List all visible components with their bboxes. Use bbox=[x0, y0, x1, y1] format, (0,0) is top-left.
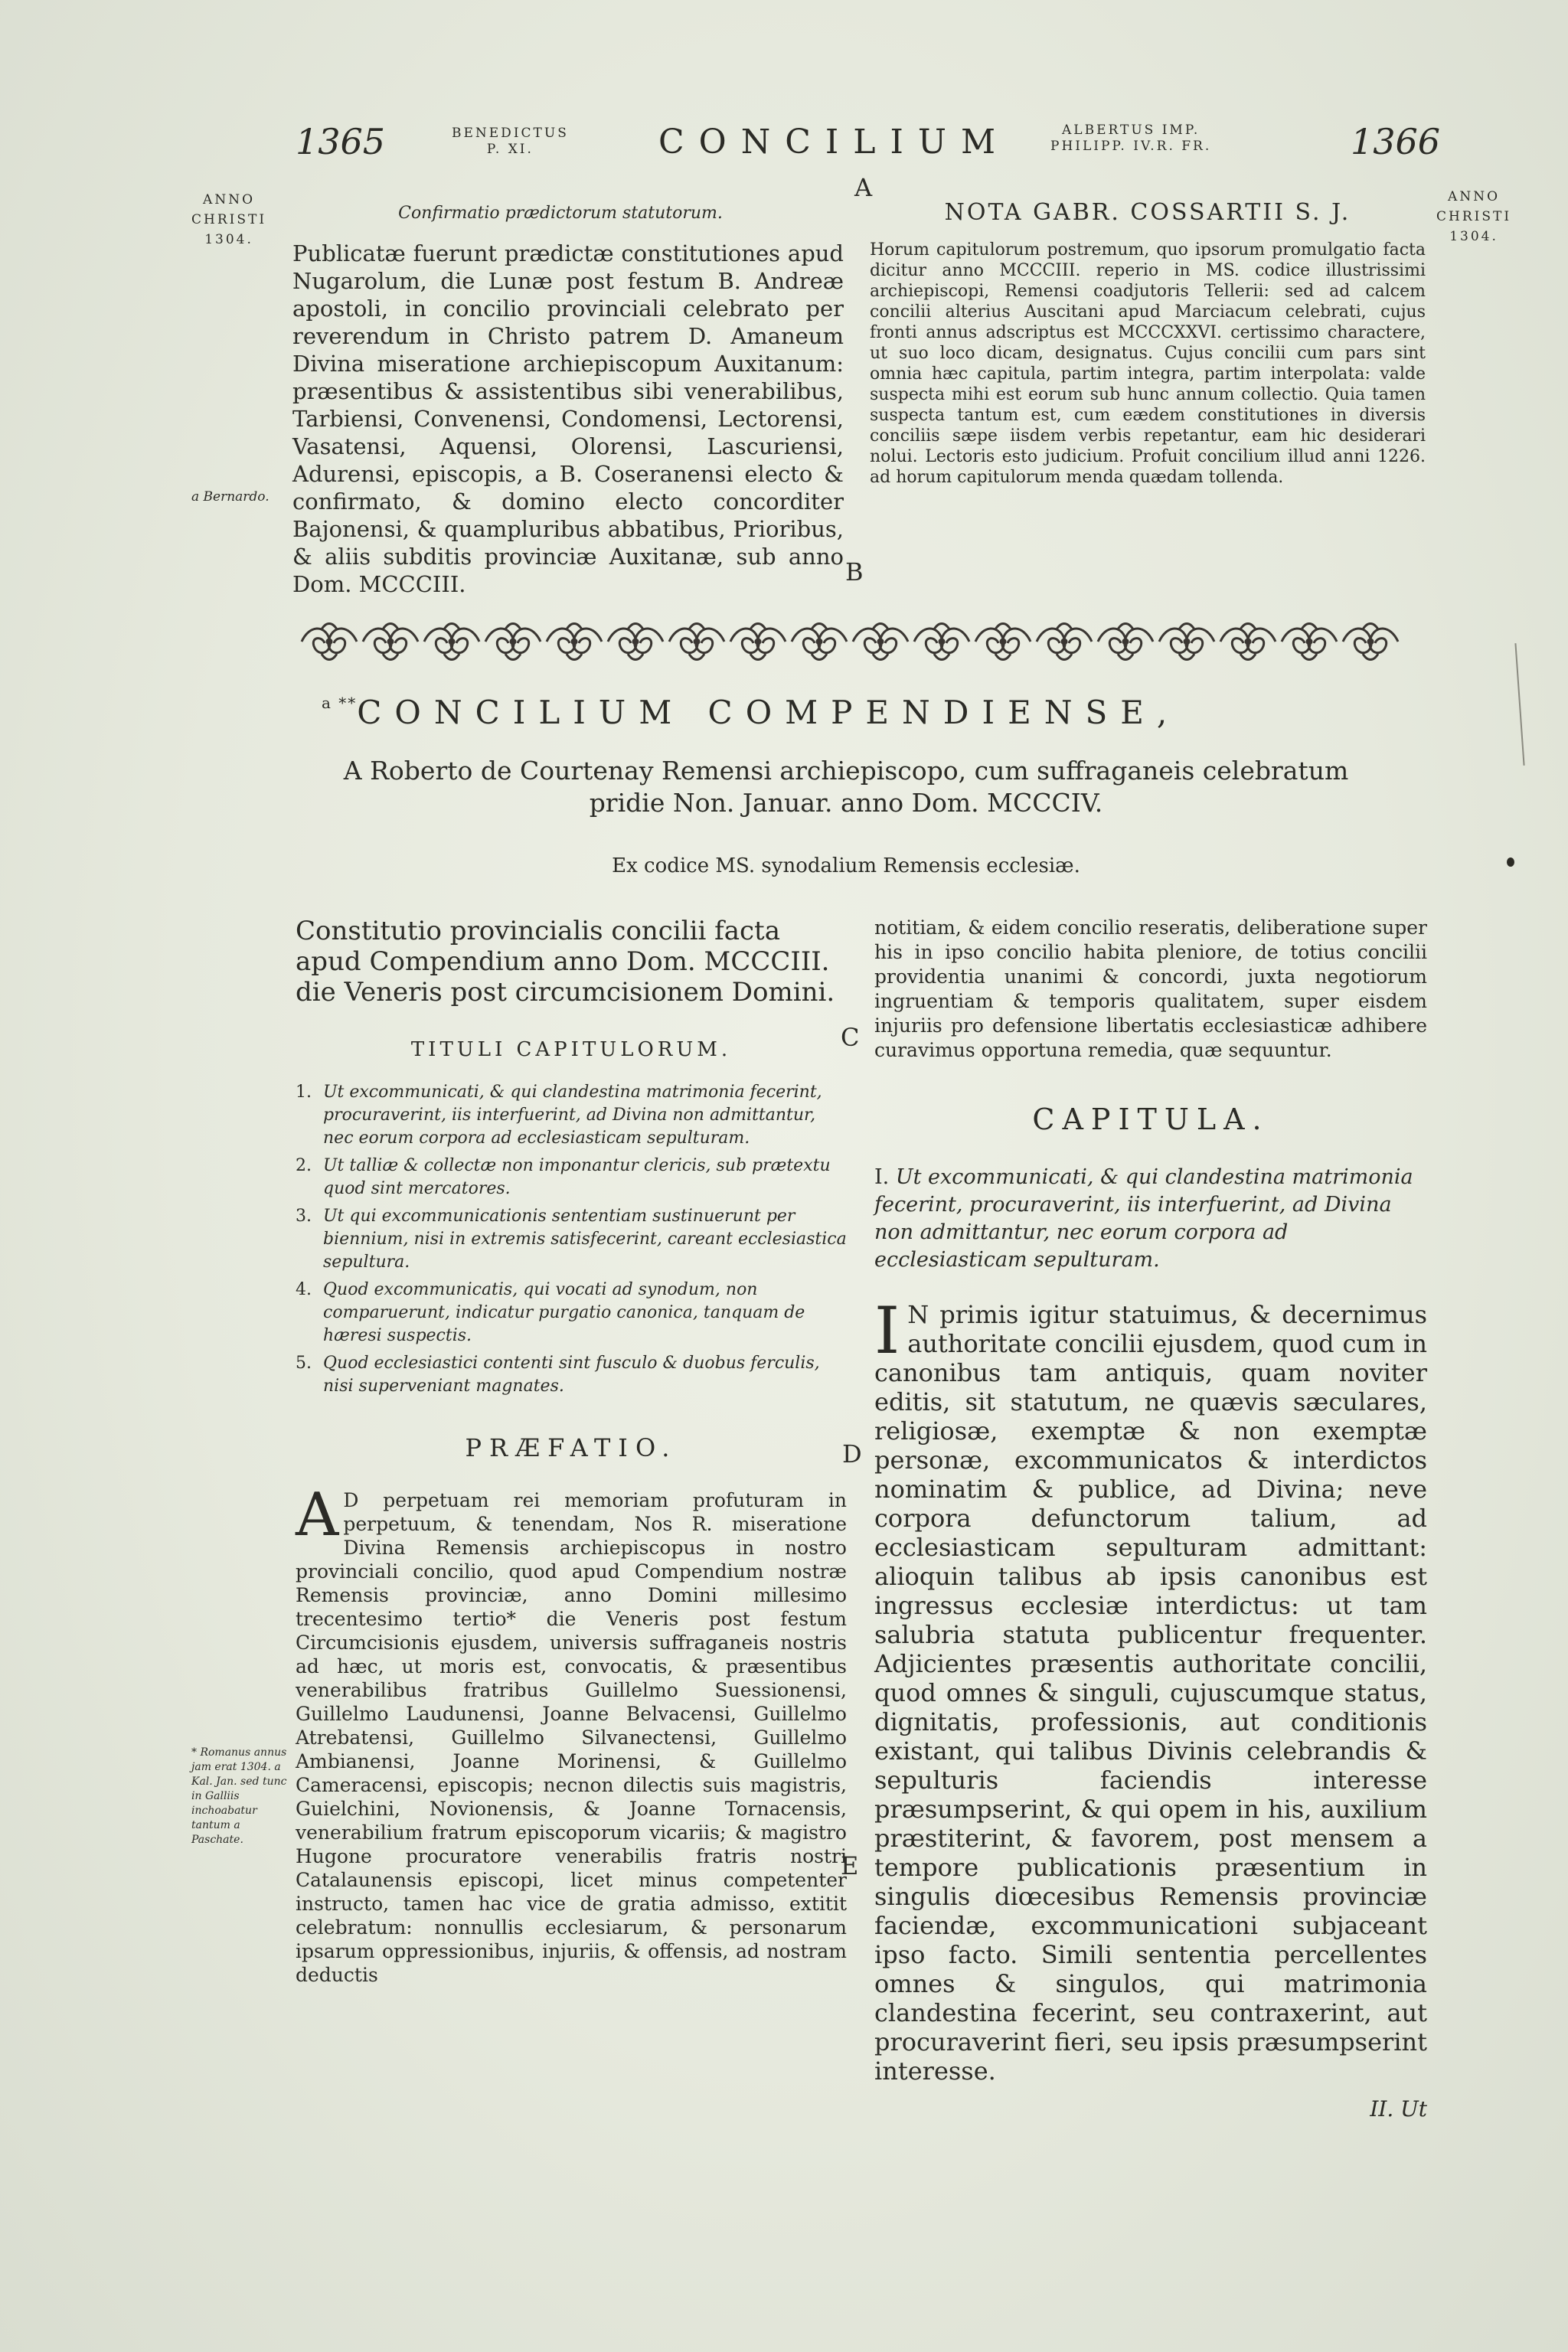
left-head-line2: P. XI. bbox=[486, 142, 534, 157]
item-number: 4. bbox=[296, 1280, 312, 1299]
ornamental-band bbox=[299, 620, 1424, 663]
item-text: Ut excommunicati, & qui clandestina matrimonia fecerint, procuraverint, iis interfuerint, ad Divina non admittantur, nec eorum corpora ad ecclesiasticam sepulturam. bbox=[323, 1083, 822, 1148]
tituli-heading: TITULI CAPITULORUM. bbox=[410, 1038, 732, 1061]
ink-blot bbox=[1507, 858, 1514, 867]
chapter-title-text: Ut excommunicati, & qui clandestina matrimonia fecerint, procuraverint, iis interfuerint, ad Divina non admittantur, nec eorum corpora ad ecclesiasticam sepulturam. bbox=[874, 1165, 1413, 1272]
section-letter-c: C bbox=[841, 1023, 860, 1052]
catchword: II. Ut bbox=[1370, 2096, 1427, 2122]
item-number: 1. bbox=[296, 1083, 312, 1102]
section-letter-e: E bbox=[841, 1851, 859, 1880]
item-text: Quod excommunicatis, qui vocati ad synodum, non comparuerunt, indicatur purgatio canonica, tanquam de hæresi suspectis. bbox=[323, 1280, 805, 1345]
drop-cap: A bbox=[296, 1481, 339, 1550]
item-number: 5. bbox=[296, 1354, 312, 1373]
source-line: Ex codice MS. synodalium Remensis ecclesiæ. bbox=[612, 854, 1080, 877]
tituli-list bbox=[296, 1081, 847, 1398]
capitula-heading: CAPITULA. bbox=[1032, 1102, 1269, 1136]
drop-cap: I bbox=[874, 1293, 900, 1368]
item-number: 3. bbox=[296, 1207, 312, 1226]
christi-label: CHRISTI bbox=[191, 212, 267, 227]
section-letter-a: A bbox=[854, 173, 873, 202]
year-label: 1304. bbox=[204, 232, 253, 247]
item-text: Quod ecclesiastici contenti sint fusculo & duobus ferculis, nisi superveniant magnates. bbox=[323, 1354, 820, 1396]
list-item bbox=[296, 1205, 847, 1274]
praefatio-body: D perpetuam rei memoriam profuturam in perpetuum, & tenendam, Nos R. miseratione Divina Remensis archiepiscopus in nostro provinciali concilio, quod apud Compendium nostræ Remensis provinciæ, anno Domini millesimo trecentesimo tertio* die Veneris post festum Circumcisionis ejusdem, universis suffraganeis nostris ad hæc, ut moris est, convocatis, & præsentibus venerabilibus fratribus Guillelmo Suessionensi, Guillelmo Laudunensi, Joanne Belvacensi, Guillelmo Atrebatensi, Guillelmo Silvanectensi, Guillelmo Ambianensi, Joanne Morinensi, & Guillelmo Cameracensi, episcopis; necnon dilectis suis magistris, Guielchini, Novionensis, & Joanne Tornacensis, venerabilium fratrum episcoporum vicariis; & magistro Hugone procuratore venerabilis fratris nostri Catalaunensis episcopi, licet minus competenter instructo, tamen hac vice de gratia admisso, extitit celebratum: nonnullis ecclesiarum, & personarum ipsarum oppressionibus, injuriis, & offensis, ad nostram deductis bbox=[296, 1489, 847, 1986]
page-number-right: 1366 bbox=[1351, 121, 1441, 162]
confirmatio-text: Publicatæ fuerunt prædictæ constitutiones apud Nugarolum, die Lunæ post festum B. Andreæ apostoli, in concilio provinciali celebrato per reverendum in Christo patrem D. Amaneum Divina miseratione archiepiscopum Auxitanum: præsentibus & assistentibus sibi venerabilibus, Tarbiensi, Convenensi, Condomensi, Lectorensi, Vasatensi, Aquensi, Olorensi, Lascuriensi, Adurensi, episcopis, a B. Coseranensi electo & confirmato, & domino electo concorditer Bajonensi, & quampluribus abbatibus, Prioribus, & aliis subditis provinciæ Auxitanæ, sub anno Dom. MCCCIII. bbox=[292, 240, 844, 597]
item-text: Ut talliæ & collectæ non imponantur clericis, sub prætextu quod sint mercatores. bbox=[323, 1156, 831, 1198]
chapter-1-title bbox=[874, 1164, 1427, 1274]
left-head-line1: BENEDICTUS bbox=[452, 126, 569, 141]
running-title: CONCILIUM bbox=[658, 122, 1011, 162]
nota-title: NOTA GABR. COSSARTII S. J. bbox=[944, 199, 1351, 226]
top-right-column bbox=[870, 199, 1426, 488]
margin-note-bernardo: a Bernardo. bbox=[191, 489, 270, 505]
concilium-subtitle: A Roberto de Courtenay Remensi archiepiscopo, cum suffraganeis celebratum pridie Non. Januar. anno Dom. MCCCIV. bbox=[343, 756, 1349, 818]
confirmatio-title: Confirmatio prædictorum statutorum. bbox=[398, 204, 723, 223]
right-head-line1: ALBERTUS IMP. bbox=[1062, 122, 1200, 138]
list-item bbox=[296, 1352, 847, 1398]
item-text: Ut qui excommunicationis sententiam sustinuerunt per biennium, nisi in extremis satisfecerint, careant ecclesiastica sepultura. bbox=[323, 1207, 847, 1272]
section-letter-d: D bbox=[842, 1439, 862, 1468]
list-item bbox=[296, 1279, 847, 1348]
left-running-head bbox=[452, 126, 569, 158]
year-label: 1304. bbox=[1449, 229, 1498, 244]
concilium-title-text: CONCILIUM COMPENDIENSE, bbox=[357, 694, 1181, 731]
chapter-body: N primis igitur statuimus, & decernimus authoritate concilii ejusdem, quod cum in canonibus tam antiquis, quam noviter editis, sit statutum, ne quævis sæculares, religiosæ, exemptæ & non exemptæ personæ, excommunicatos & interdictos nominatim & publice, ad Divina; neve corpora defunctorum talium, ad ecclesiasticam sepulturam admittant: alioquin talibus ab ipsis canonibus est ingressus ecclesiæ interdictus: ut tam salubria statuta publicentur frequenter. Adjicientes præsentis authoritate concilii, quod omnes & singuli, cujuscumque status, dignitatis, professionis, aut conditionis existant, qui talibus Divinis celebrandis & sepulturis faciendis interesse præsumpserint, & qui opem in his, auxilium præstiterint, & favorem, post mensem a tempore publicationis præsentium in singulis diœcesibus Remensis provinciæ faciendæ, excommunicationi subjaceant ipso facto. Simili sententia percellentes omnes & singulos, qui matrimonia clandestina fecerint, seu contraxerint, aut procuraverint fieri, seu ipsis præsumpserint interesse. bbox=[874, 1300, 1427, 2086]
anno-christi-left bbox=[191, 190, 266, 250]
nota-text: Horum capitulorum postremum, quo ipsorum promulgatio facta dicitur anno MCCCIII. reperio in MS. codice illustrissimi archiepiscopi, Remensi coadjutoris Tellerii: sed ad calcem concilii alterius Auscitani apud Marciacum celebrati, cujus fronti annus adscriptus est MCCCXXVI. certissimo charactere, ut suo loco dicam, designatus. Cujus concilii cum pars sint omnia hæc capitula, partim integra, partim interpolata: valde suspecta mihi est eorum sub hunc annum collectio. Quia tamen suspecta tantum est, cum eædem constitutiones in diversis conciliis sæpe iisdem verbis repetantur, eam hic desiderari nolui. Lectoris esto judicium. Profuit concilium illud anni 1226. ad horum capitulorum menda quædam tollenda. bbox=[870, 240, 1426, 487]
chapter-number: I. bbox=[874, 1165, 890, 1189]
praefatio-heading: PRÆFATIO. bbox=[465, 1433, 678, 1462]
praefatio-text bbox=[296, 1481, 847, 1987]
chapter-1-text bbox=[874, 1293, 1427, 2086]
concilium-title bbox=[322, 694, 1424, 731]
page-crease bbox=[1514, 643, 1524, 766]
section-letter-b: B bbox=[845, 557, 864, 586]
list-item bbox=[296, 1081, 847, 1150]
anno-label: ANNO bbox=[1448, 189, 1501, 204]
list-item bbox=[296, 1155, 847, 1200]
margin-note-romanus: * Romanus annus jam erat 1304. a Kal. Jan. sed tunc in Galliis inchoabatur tantum a Paschate. bbox=[191, 1746, 287, 1846]
christi-label: CHRISTI bbox=[1436, 209, 1512, 224]
lower-right-column bbox=[874, 916, 1427, 2122]
right-running-head bbox=[1050, 122, 1211, 155]
intro-text: notitiam, & eidem concilio reseratis, deliberatione super his in ipso concilio habita pleniore, de totius concilii providentia unanimi & concordi, juxta negotiorum ingruentiam & temporis qualitatem, super eisdem injuriis pro defensione libertatis ecclesiasticæ adhibere curavimus opportuna remedia, quæ sequuntur. bbox=[874, 916, 1427, 1061]
right-head-line2: PHILIPP. IV.R. FR. bbox=[1050, 139, 1212, 154]
top-left-column bbox=[292, 204, 844, 598]
page-number-left: 1365 bbox=[296, 121, 386, 162]
anno-christi-right bbox=[1436, 187, 1511, 247]
anno-label: ANNO bbox=[203, 192, 256, 207]
lower-left-column bbox=[296, 916, 847, 1987]
title-note-marker: a ** bbox=[322, 694, 358, 712]
item-number: 2. bbox=[296, 1156, 312, 1175]
constitutio-heading: Constitutio provincialis concilii facta apud Compendium anno Dom. MCCCIII. die Veneris post circumcisionem Domini. bbox=[296, 916, 835, 1008]
